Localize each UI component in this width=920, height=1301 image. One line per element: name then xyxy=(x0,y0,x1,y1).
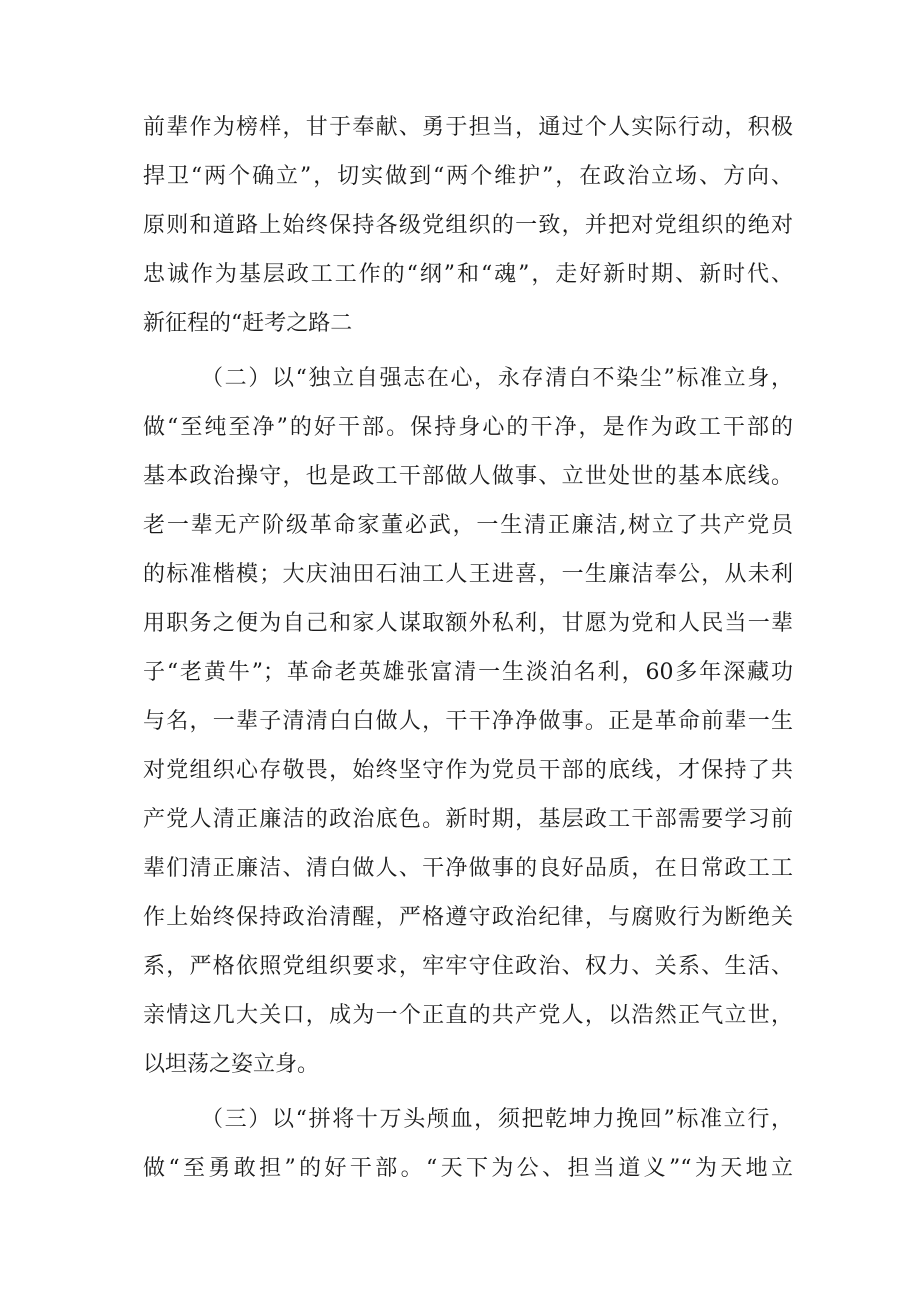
text-line: 基本政治操守，也是政工干部做人做事、立世处世的基本底线。 xyxy=(143,464,793,489)
paragraph-section-2 xyxy=(143,354,793,1089)
text-line: 老一辈无产阶级革命家董必武，一生清正廉洁,树立了共产党员 xyxy=(143,513,793,538)
text-line: 的标准楷模；大庆油田石油工人王进喜，一生廉洁奉公，从未利 xyxy=(143,562,793,587)
section-heading-line: （二）以“独立自强志在心，永存清白不染尘”标准立身， xyxy=(201,366,793,391)
text-line: 前辈作为榜样，甘于奉献、勇于担当，通过个人实际行动，积极 xyxy=(143,115,793,140)
text-line: 亲情这几大关口，成为一个正直的共产党人，以浩然正气立世， xyxy=(143,1003,793,1028)
text-line: 作上始终保持政治清醒，严格遵守政治纪律，与腐败行为断绝关 xyxy=(143,905,793,930)
text-line: 忠诚作为基层政工工作的“纲”和“魂”，走好新时期、新时代、 xyxy=(143,262,793,287)
text-line: 用职务之便为自己和家人谋取额外私利，甘愿为党和人民当一辈 xyxy=(143,611,793,636)
text-line: 子“老黄牛”；革命老英雄张富清一生淡泊名利，60多年深藏功 xyxy=(143,660,793,685)
text-line: 做“至勇敢担”的好干部。“天下为公、担当道义”“为天地立 xyxy=(143,1156,793,1181)
text-line: 产党人清正廉洁的政治底色。新时期，基层政工干部需要学习前 xyxy=(143,807,793,832)
text-line: 与名，一辈子清清白白做人，干干净净做事。正是革命前辈一生 xyxy=(143,709,793,734)
text-line: 以坦荡之姿立身。 xyxy=(143,1052,320,1077)
text-line: 系，严格依照党组织要求，牢牢守住政治、权力、关系、生活、 xyxy=(143,954,793,979)
text-line: 对党组织心存敬畏，始终坚守作为党员干部的底线，才保持了共 xyxy=(143,758,793,783)
document-body xyxy=(143,103,793,1193)
text-line: 原则和道路上始终保持各级党组织的一致，并把对党组织的绝对 xyxy=(143,213,793,238)
paragraph-continuation xyxy=(143,103,793,348)
paragraph-section-3 xyxy=(143,1095,793,1193)
section-heading-line: （三）以“拼将十万头颅血，须把乾坤力挽回”标准立行， xyxy=(201,1107,793,1132)
text-line: 捍卫“两个确立”，切实做到“两个维护”，在政治立场、方向、 xyxy=(143,164,793,189)
text-line: 新征程的“赶考之路二 xyxy=(143,311,353,336)
text-line: 做“至纯至净”的好干部。保持身心的干净，是作为政工干部的 xyxy=(143,415,793,440)
text-line: 辈们清正廉洁、清白做人、干净做事的良好品质，在日常政工工 xyxy=(143,856,793,881)
